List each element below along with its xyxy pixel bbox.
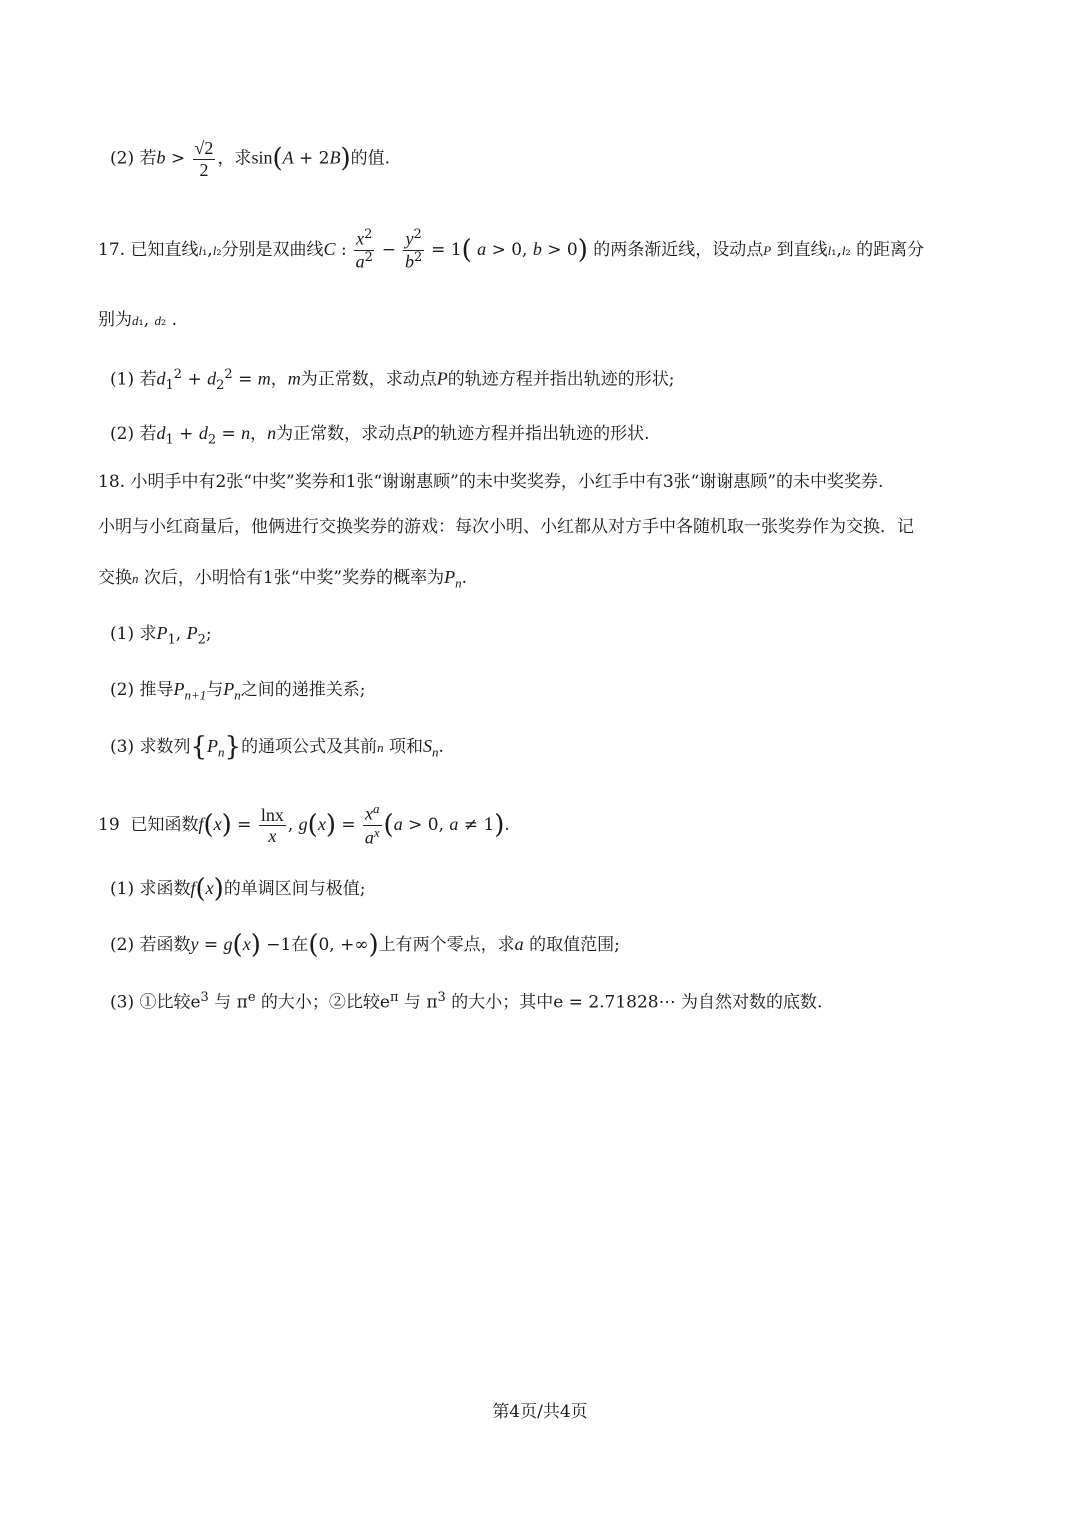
q18-part3: (3) 求数列$\{P_n\}$的通项公式及其前n 项和$S_n$.	[110, 732, 444, 762]
q18-line2: 小明与小红商量后，他俩进行交换奖券的游戏：每次小明、小红都从对方手中各随机取一张奖券作为交换．记	[98, 517, 914, 537]
page-footer: 第4页/共4页	[492, 1402, 588, 1422]
q19-part3: (3) ①比较$e^3$ 与 $\pi^e$ 的大小；②比较$e^\pi$ 与 $\pi^3$ 的大小；其中e = 2.71828⋯ 为自然对数的底数.	[110, 990, 823, 1013]
q19-part1: (1) 求函数f(x)的单调区间与极值;	[110, 874, 366, 904]
q17-stem-line1: 17. 已知直线l₁,l₂分别是双曲线C : $\frac{x^2}{a^2}$ − $\frac{y^2}{b^2}$ = 1( a > 0, b > 0) 的两条渐近线，设动点P 到直线l₁,l₂ 的距离分	[98, 227, 925, 272]
q18-line3: 交换n 次后，小明恰有1张“中奖”奖券的概率为$P_n$.	[98, 567, 468, 591]
q18-part1: (1) 求$P_1$, $P_2$;	[110, 623, 212, 648]
q18-part2: (2) 推导$P_{n+1}$与$P_n$之间的递推关系;	[110, 679, 366, 703]
q17-stem-line2: 别为d₁, d₂ .	[98, 310, 178, 330]
q19-stem: 19 已知函数f(x) = $\frac{\ln x}{x}$ , g(x) = $\frac{x^a}{a^x}$ (a > 0, a ≠ 1).	[98, 801, 510, 848]
q17-part2: (2) 若$d_1 + d_2 = n$，n为正常数，求动点P的轨迹方程并指出轨迹的形状.	[110, 423, 650, 448]
q19-part2: (2) 若函数y = g(x) −1在(0, +∞)上有两个零点，求a 的取值范围;	[110, 930, 620, 960]
q17-part1: (1) 若$d_1^2 + d_2^2 = m$，m为正常数，求动点P的轨迹方程并指出轨迹的形状;	[110, 367, 675, 394]
q16-part2: (2) 若b > $\frac{√2}{2}$ ，求sin(A + 2B)的值.	[110, 138, 391, 180]
q18-line1: 18. 小明手中有2张“中奖”奖券和1张“谢谢惠顾”的未中奖奖券，小红手中有3张“谢谢惠顾”的未中奖奖券.	[98, 472, 884, 492]
